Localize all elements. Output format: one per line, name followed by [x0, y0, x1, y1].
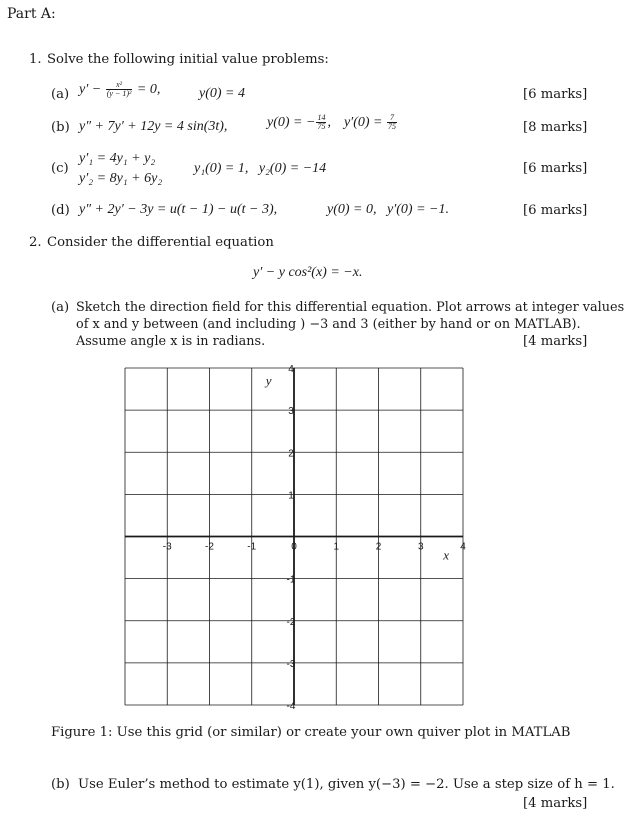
q1b-label: (b): [51, 120, 70, 135]
x-axis-label: x: [443, 547, 449, 563]
q2a-line1: Sketch the direction field for this differential equation. Plot arrows at integer values: [76, 300, 625, 315]
figure-caption: Figure 1: Use this grid (or similar) or create your own quiver plot in MATLAB: [51, 725, 571, 740]
q1b-marks: [8 marks]: [523, 120, 588, 135]
q2a-line2: of x and y between (and including ) −3 and 3 (either by hand or on MATLAB).: [76, 317, 581, 332]
q1c-eq1: y′₁ = 4y₁ + y₂: [79, 151, 156, 166]
q1b-ic2-pre: y′(0) =: [343, 115, 383, 130]
y-axis-label: y: [265, 372, 272, 388]
q2b-label: (b): [51, 777, 70, 792]
x-tick-label: -2: [205, 541, 214, 553]
q1b-equation: y″ + 7y′ + 12y = 4 sin(3t),: [79, 119, 228, 134]
q1-number: 1.: [29, 52, 42, 67]
q1b-ic2-num: 7: [387, 114, 397, 123]
q1d-label: (d): [51, 203, 70, 218]
q1b-ic1-post: ,: [327, 115, 331, 130]
x-tick-label: 2: [375, 541, 382, 553]
q1a-label: (a): [51, 87, 70, 102]
q1d-equation: y″ + 2y′ − 3y = u(t − 1) − u(t − 3),: [79, 202, 278, 217]
y-tick-label: 1: [288, 490, 294, 502]
q1a-initial-condition: y(0) = 4: [199, 86, 245, 101]
q1b-ic1-pre: y(0) = −: [267, 115, 316, 130]
q1a-marks: [6 marks]: [523, 87, 588, 102]
x-tick-label: -1: [247, 541, 257, 553]
q1c-marks: [6 marks]: [523, 161, 588, 176]
q2b-marks: [4 marks]: [523, 796, 588, 811]
q2a-label: (a): [51, 300, 70, 315]
q1-prompt: Solve the following initial value problems:: [47, 52, 329, 67]
q1c-initial-conditions: y₁(0) = 1, y₂(0) = −14: [194, 161, 327, 176]
q1c-label: (c): [51, 161, 69, 176]
q1b-ic1-den: 75: [317, 122, 326, 132]
q1d-marks: [6 marks]: [523, 203, 588, 218]
q1a-frac-den: (y − 1)²: [106, 89, 132, 99]
y-tick-label: -4: [286, 701, 296, 712]
q2a-marks: [4 marks]: [523, 334, 588, 349]
x-tick-label: -3: [162, 541, 172, 553]
q2a-line3: Assume angle x is in radians.: [76, 334, 266, 349]
q1d-initial-conditions: y(0) = 0, y′(0) = −1.: [327, 202, 449, 217]
y-tick-label: -2: [286, 616, 296, 628]
y-tick-label: 4: [288, 364, 294, 375]
x-tick-label: 0: [291, 541, 297, 553]
q1c-eq2: y′₂ = 8y₁ + 6y₂: [79, 171, 163, 186]
x-tick-label: 3: [417, 541, 424, 553]
q2-prompt: Consider the differential equation: [47, 235, 274, 250]
q2-number: 2.: [29, 235, 42, 250]
part-title: Part A:: [7, 6, 56, 22]
q1b-ic1-num: 14: [317, 113, 326, 123]
q1a-eq-post: = 0,: [136, 82, 161, 97]
y-tick-label: 3: [288, 406, 294, 418]
y-tick-label: -3: [286, 658, 296, 670]
q1b-ic2-den: 75: [388, 122, 396, 132]
q2b-text: Use Euler’s method to estimate y(1), given y(−3) = −2. Use a step size of h = 1.: [78, 777, 615, 792]
x-tick-label: 1: [333, 541, 340, 553]
q2-equation: y′ − y cos²(x) = −x.: [253, 265, 363, 280]
y-tick-label: 2: [288, 448, 294, 460]
q1a-eq-pre: y′ −: [79, 82, 102, 97]
x-tick-label: 4: [460, 541, 466, 553]
y-tick-label: -1: [286, 574, 296, 586]
q1a-frac-num: x²: [106, 81, 133, 90]
